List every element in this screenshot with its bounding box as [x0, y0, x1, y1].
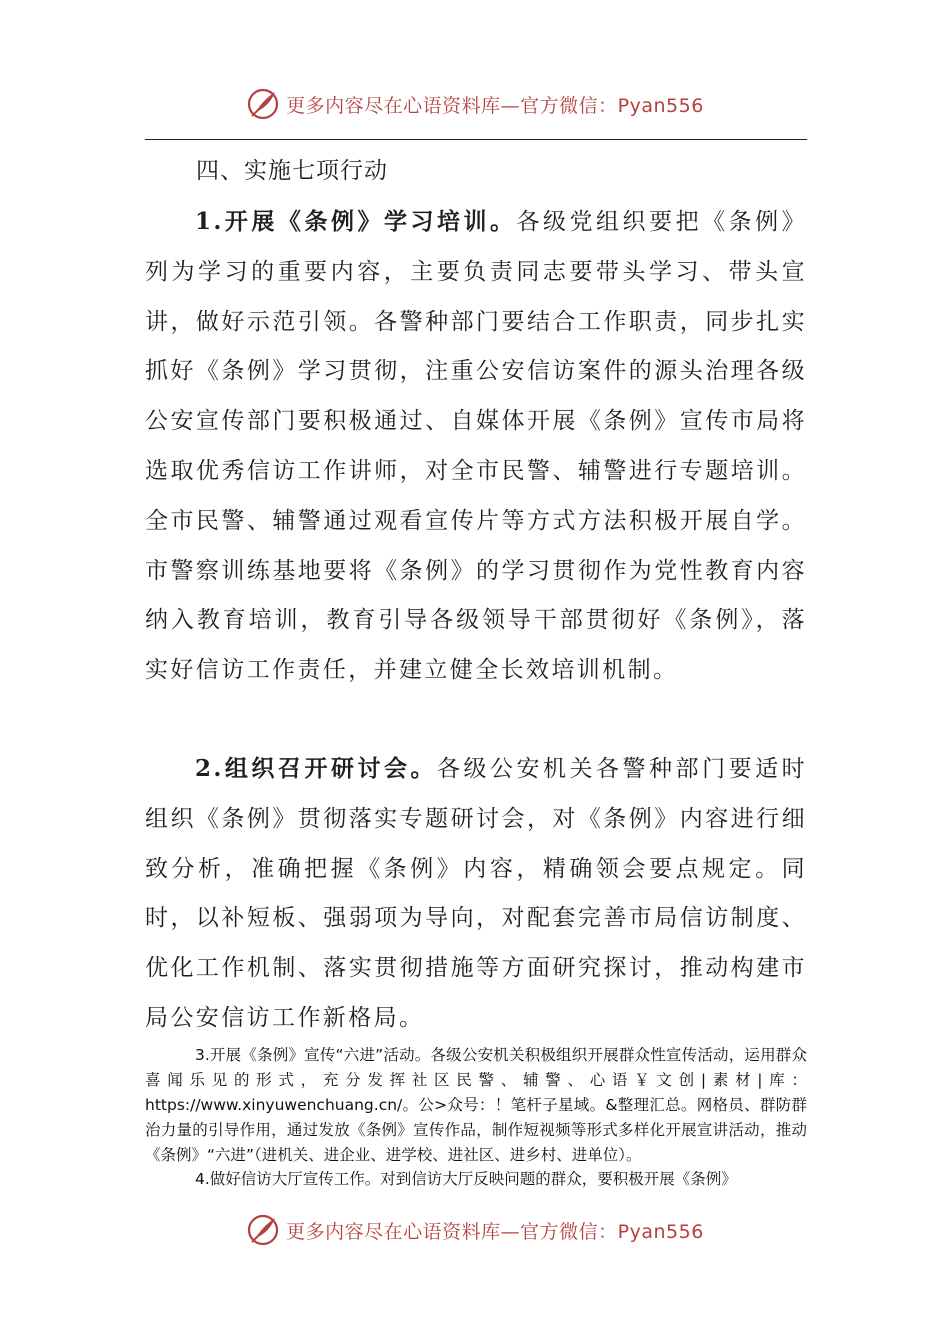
paragraph-item-1 — [145, 197, 807, 696]
feather-pen-logo-icon — [246, 87, 280, 121]
item-2-body: 各级公安机关各警种部门要适时组织《条例》贯彻落实专题研讨会，对《条例》内容进行细致分析，准确把握《条例》内容，精确领会要点规定。同时，以补短板、强弱项为导向，对配套完善市局信访制度、优化工作机制、落实贯彻措施等方面研究探讨，推动构建市局公安信访工作新格局。 — [145, 756, 807, 1031]
paragraph-item-3: 3.开展《条例》宣传“六进”活动。各级公安机关积极组织开展群众性宣传活动，运用群众喜闻乐见的形式，充分发挥社区民警、辅警、心语￥文创|素材|库：https://www.xinyuwenchuang.cn/。公>众号：！笔杆子星域。&整理汇总。网格员、群防群治力量的引导作用，通过发放《条例》宣传作品，制作短视频等形式多样化开展宣讲活动，推动《条例》“六进”（进机关、进企业、进学校、进社区、进乡村、进单位）。 — [145, 1046, 807, 1164]
watermark-banner-top — [0, 82, 950, 126]
feather-pen-logo-icon — [246, 1213, 280, 1247]
item-1-body: 各级党组织要把《条例》列为学习的重要内容，主要负责同志要带头学习、带头宣讲，做好示范引领。各警种部门要结合工作职责，同步扎实抓好《条例》学习贯彻，注重公安信访案件的源头治理各级公安宣传部门要积极通过、自媒体开展《条例》宣传市局将选取优秀信访工作讲师，对全市民警、辅警进行专题培训。全市民警、辅警通过观看宣传片等方式方法积极开展自学。市警察训练基地要将《条例》的学习贯彻作为党性教育内容纳入教育培训，教育引导各级领导干部贯彻好《条例》，落实好信访工作责任，并建立健全长效培训机制。 — [145, 209, 807, 684]
watermark-text: 更多内容尽在心语资料库—官方微信：Pyan556 — [286, 94, 704, 117]
paragraph-item-4: 4.做好信访大厅宣传工作。对到信访大厅反映问题的群众，要积极开展《条例》 — [195, 1170, 737, 1188]
item-1-lead: 1.开展《条例》学习培训。 — [195, 208, 517, 235]
paragraph-item-2 — [145, 744, 807, 1044]
watermark-banner-bottom — [0, 1208, 950, 1252]
section-title: 四、实施七项行动 — [196, 158, 388, 184]
watermark-text: 更多内容尽在心语资料库—官方微信：Pyan556 — [286, 1220, 704, 1243]
item-2-lead: 2.组织召开研讨会。 — [195, 755, 437, 782]
header-rule — [145, 139, 807, 140]
